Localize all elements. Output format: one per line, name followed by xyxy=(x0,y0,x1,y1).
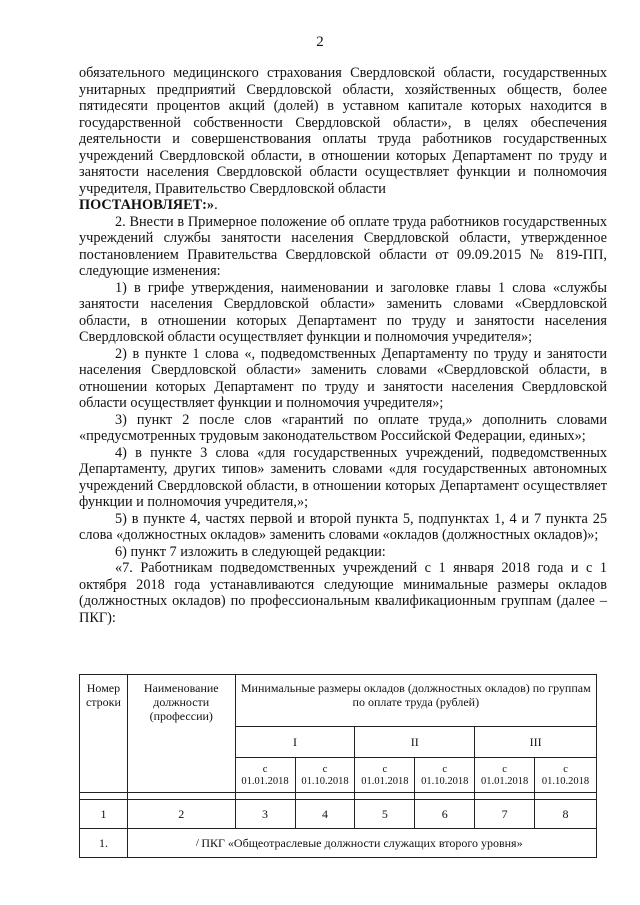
paragraph-sub-2: 2) в пункте 1 слова «, подведомственных Департаменту по труду и занятости населения Свердловской области» заменить словами «Свердловской области, в отношении которых Департамент по труду и занятости населения Свердловской области осуществляет функции и полномочия учредителя»; xyxy=(79,345,607,411)
column-number: 8 xyxy=(535,800,597,829)
header-row-number: Номер строки xyxy=(80,675,128,793)
paragraph-item-7: «7. Работникам подведомственных учреждений с 1 января 2018 года и с 1 октября 2018 года устанавливаются следующие минимальные размеры окладов (должностных окладов) по профессиональным квалификационным группам (далее – ПКГ): xyxy=(79,560,607,626)
date-value: 01.10.2018 xyxy=(421,776,469,787)
date-value: 01.01.2018 xyxy=(361,776,409,787)
row-number: 1. xyxy=(80,829,128,858)
date-header xyxy=(235,758,295,793)
paragraph-sub-1: 1) в грифе утверждения, наименовании и заголовке главы 1 слова «службы занятости населения Свердловской области» заменить словами «Свердловской области, в отношении которых Департамент по труду и занятости населения Свердловской области осуществляет функции и полномочия учредителя»; xyxy=(79,279,607,345)
pkg-title-text: ПКГ «Общеотраслевые должности служащих второго уровня» xyxy=(201,836,523,850)
group-header-3: III xyxy=(475,727,597,758)
date-prefix: с xyxy=(262,764,268,775)
date-prefix: с xyxy=(442,764,448,775)
date-value: 01.01.2018 xyxy=(241,776,289,787)
column-number: 4 xyxy=(295,800,355,829)
pkg-row-title xyxy=(127,829,596,858)
resolves-tail: . xyxy=(214,197,218,213)
group-header-1: I xyxy=(235,727,355,758)
date-value: 01.10.2018 xyxy=(301,776,349,787)
paragraph-sub-4: 4) в пункте 3 слова «для государственных учреждений, подведомственных Департаменту, других типов» заменить словами «для государственных автономных учреждений Свердловской области, в отношении которых Департамент осуществляет функции и полномочия учредителя,»; xyxy=(79,444,607,510)
header-min-salary: Минимальные размеры окладов (должностных окладов) по группам по оплате труда (рублей) xyxy=(235,675,596,727)
date-value: 01.10.2018 xyxy=(541,776,590,787)
paragraph-preamble: обязательного медицинского страхования Свердловской области, государственных унитарных предприятий Свердловской области, хозяйственных обществ, более пятидесяти процентов акций (долей) в уставном капитале которых находится в государственной собственности Свердловской области», в целях обеспечения деятельности и совершенствования оплаты труда работников государственных учреждений Свердловской области, в отношении которых Департамент по труду и занятости населения Свердловской области осуществляет функции и полномочия учредителя, Правительство Свердловской области xyxy=(79,65,607,197)
date-header xyxy=(415,758,475,793)
stray-mark: / xyxy=(195,837,199,849)
column-number: 2 xyxy=(127,800,235,829)
header-position: Наименование должности (профессии) xyxy=(127,675,235,793)
column-number: 7 xyxy=(475,800,535,829)
date-header xyxy=(355,758,415,793)
group-header-2: II xyxy=(355,727,475,758)
date-header xyxy=(535,758,597,793)
date-header xyxy=(295,758,355,793)
paragraph-sub-3: 3) пункт 2 после слов «гарантий по оплате труда,» дополнить словами «предусмотренных трудовым законодательством Российской Федерации, единых»; xyxy=(79,411,607,444)
paragraph-sub-5: 5) в пункте 4, частях первой и второй пункта 5, подпунктах 1, 4 и 7 пункта 25 слова «должностных окладов» заменить словами «окладов (должностных окладов)»; xyxy=(79,510,607,543)
resolves-word: ПОСТАНОВЛЯЕТ:» xyxy=(79,197,215,213)
salary-table xyxy=(79,674,597,858)
column-number: 5 xyxy=(355,800,415,829)
paragraph-item-2: 2. Внести в Примерное положение об оплате труда работников государственных учреждений службы занятости населения Свердловской области, утвержденное постановлением Правительства Свердловской области от 09.09.2015 № 819-ПП, следующие изменения: xyxy=(79,213,607,279)
date-prefix: с xyxy=(563,764,568,775)
date-value: 01.01.2018 xyxy=(480,776,529,787)
column-number: 6 xyxy=(415,800,475,829)
date-prefix: с xyxy=(502,764,507,775)
paragraph-sub-6: 6) пункт 7 изложить в следующей редакции: xyxy=(115,543,386,560)
resolves-line xyxy=(79,197,607,214)
page-number: 2 xyxy=(316,34,324,50)
date-prefix: с xyxy=(382,764,388,775)
document-body xyxy=(79,65,607,626)
date-prefix: с xyxy=(322,764,328,775)
date-header xyxy=(475,758,535,793)
column-number: 3 xyxy=(235,800,295,829)
column-number: 1 xyxy=(80,800,128,829)
